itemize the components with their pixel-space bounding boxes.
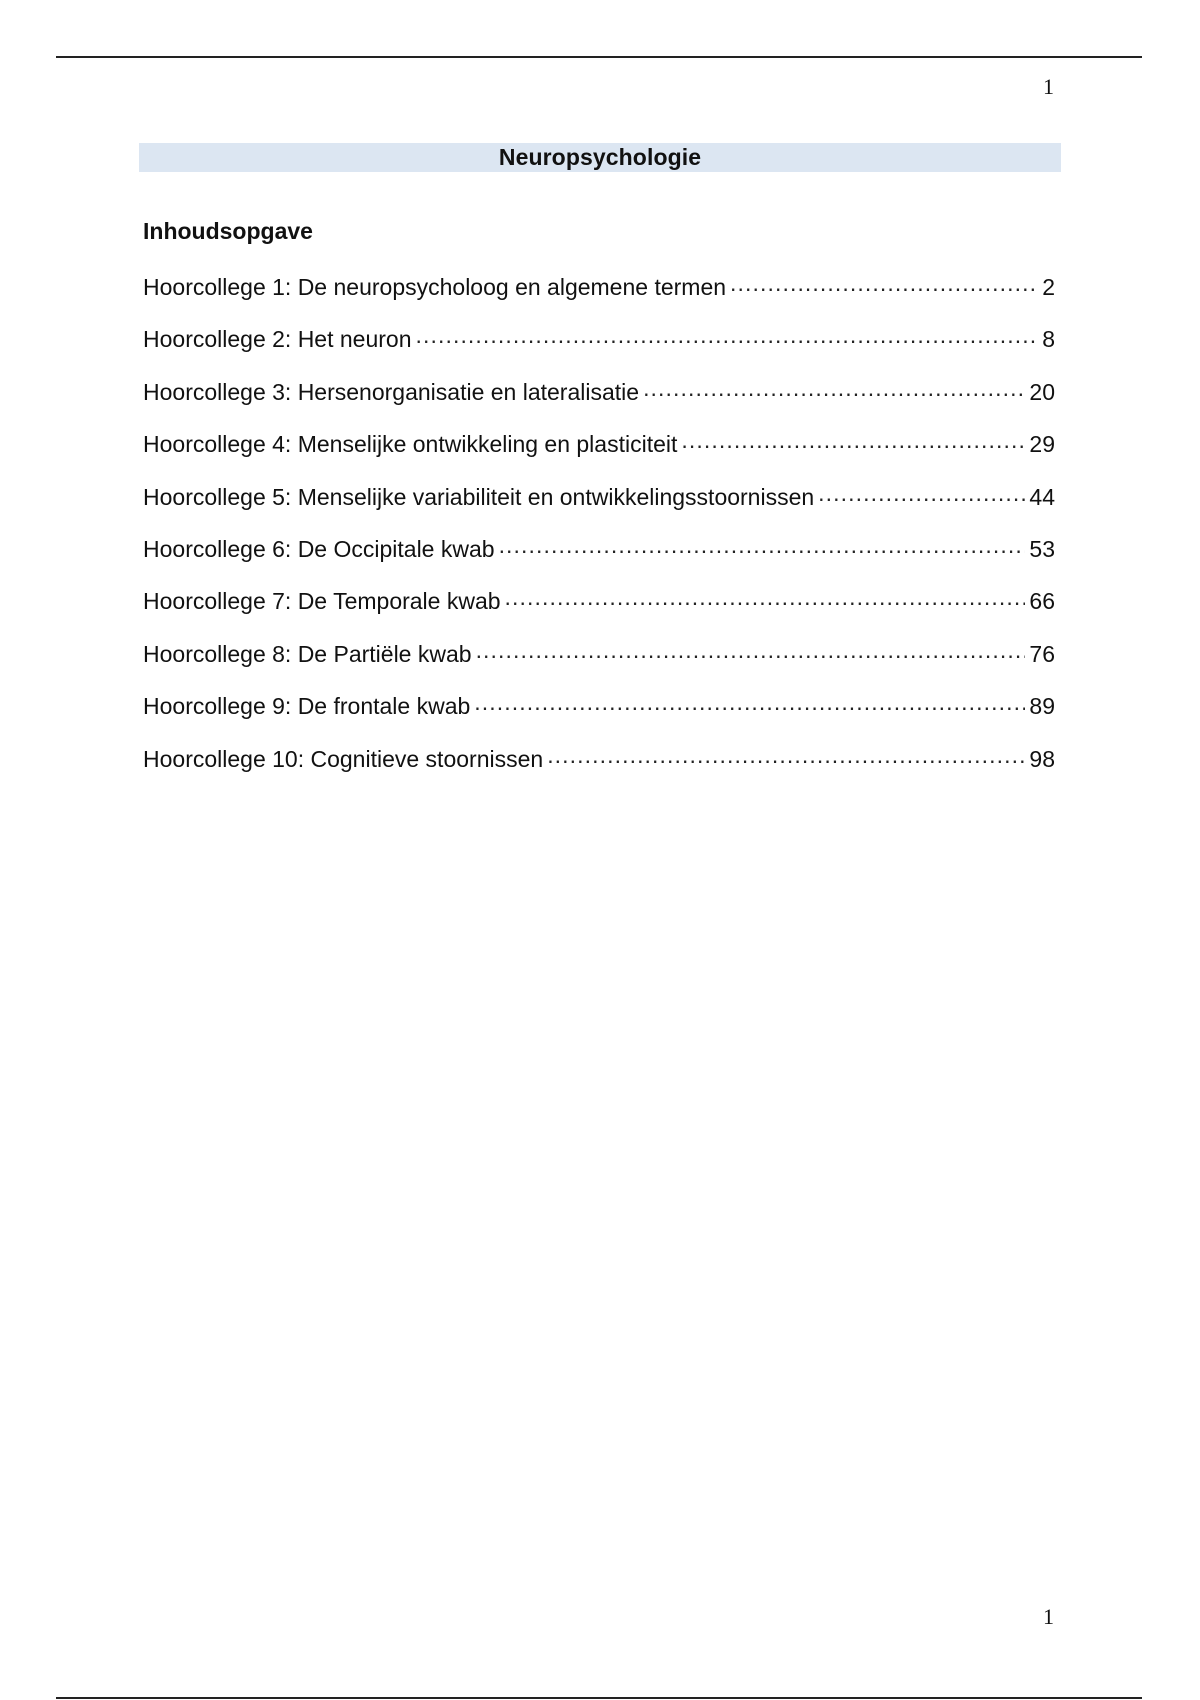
toc-entry[interactable] [143, 691, 1055, 743]
toc-entry-page-number: 98 [1029, 745, 1055, 772]
toc-dot-leader [643, 377, 1025, 400]
toc-entry-page-number: 53 [1029, 535, 1055, 562]
toc-entry-label: Hoorcollege 4: Menselijke ontwikkeling en plasticiteit [143, 431, 678, 458]
toc-entry[interactable] [143, 482, 1055, 534]
toc-dot-leader [681, 429, 1025, 452]
toc-entry-page-number: 89 [1029, 693, 1055, 720]
toc-entry[interactable] [143, 586, 1055, 638]
document-title-bar [139, 143, 1061, 172]
toc-dot-leader [547, 744, 1025, 767]
toc-entry-label: Hoorcollege 6: De Occipitale kwab [143, 535, 495, 562]
toc-entry[interactable] [143, 272, 1055, 324]
toc-entry[interactable] [143, 324, 1055, 376]
toc-entry-page-number: 29 [1029, 431, 1055, 458]
toc-dot-leader [474, 691, 1025, 714]
toc-entry-label: Hoorcollege 1: De neuropsycholoog en algemene termen [143, 274, 727, 300]
toc-entry-page-number: 20 [1029, 378, 1055, 405]
footer-page-number: 1 [1043, 1604, 1054, 1629]
header-page-number: 1 [1043, 74, 1054, 99]
toc-entry-label: Hoorcollege 8: De Partiële kwab [143, 640, 472, 667]
toc-dot-leader [476, 639, 1026, 662]
toc-heading: Inhoudsopgave [143, 218, 313, 244]
toc-entry[interactable] [143, 377, 1055, 429]
toc-dot-leader [730, 272, 1037, 295]
toc-entry-label: Hoorcollege 9: De frontale kwab [143, 693, 471, 720]
toc-dot-leader [499, 534, 1026, 557]
toc-entry-page-number: 8 [1042, 326, 1055, 353]
header-rule [56, 56, 1142, 58]
toc-entry-label: Hoorcollege 7: De Temporale kwab [143, 588, 501, 615]
toc-entry-page-number: 2 [1042, 274, 1055, 300]
footer-rule [56, 1697, 1142, 1699]
toc-entry[interactable] [143, 744, 1055, 796]
toc-entry[interactable] [143, 429, 1055, 481]
toc-entry-page-number: 76 [1029, 640, 1055, 667]
toc-entry-label: Hoorcollege 10: Cognitieve stoornissen [143, 745, 544, 772]
table-of-contents [143, 272, 1055, 796]
toc-entry[interactable] [143, 534, 1055, 586]
toc-dot-leader [505, 586, 1026, 609]
toc-dot-leader [416, 324, 1038, 347]
toc-entry-label: Hoorcollege 2: Het neuron [143, 326, 412, 353]
toc-entry-page-number: 44 [1029, 483, 1055, 510]
toc-entry-label: Hoorcollege 3: Hersenorganisatie en lateralisatie [143, 378, 640, 405]
toc-dot-leader [818, 482, 1025, 505]
toc-entry-label: Hoorcollege 5: Menselijke variabiliteit en ontwikkelingsstoornissen [143, 483, 815, 510]
toc-entry-page-number: 66 [1029, 588, 1055, 615]
toc-entry[interactable] [143, 639, 1055, 691]
document-title: Neuropsychologie [498, 144, 702, 170]
